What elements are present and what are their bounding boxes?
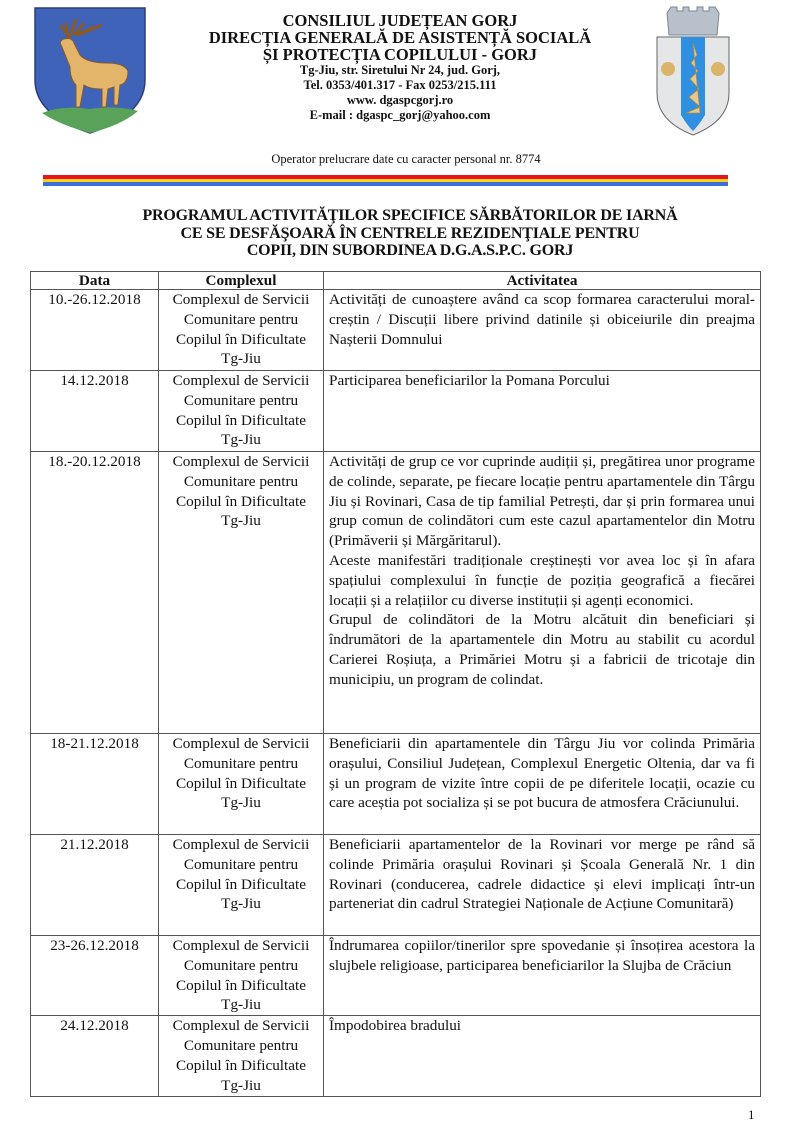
endless-column-coat-of-arms-icon: [653, 5, 733, 137]
cell-activity: [324, 290, 761, 371]
activity-paragraph: Împodobirea bradului: [329, 1017, 462, 1035]
column-header-date: Data: [31, 272, 159, 290]
tricolor-stripe: [43, 175, 728, 186]
table-row: [31, 452, 761, 734]
activity-paragraph: Îndrumarea copiilor/tinerilor spre spovedanie și însoțirea acestora la slujbele religioase, participarea beneficiarilor la Slujba de Crăciun: [329, 937, 755, 974]
cell-date: 24.12.2018: [31, 1016, 159, 1097]
deer-coat-of-arms-icon: [32, 5, 148, 135]
title-line2: CE SE DESFĂŞOARĂ ÎN CENTRELE REZIDENŢIALE PENTRU: [180, 224, 640, 242]
table-row: [31, 936, 761, 1016]
activity-paragraph: Beneficiarii din apartamentele din Târgu Jiu vor colinda Primăria orașului, Consiliul Județean, Complexul Energetic Oltenia, dar va fi și un program de vizite între copii de pe diferitele locații, ocazie cu care aceștia pot socializa și se pot bucura de atmosfera Crăciunului.: [329, 735, 755, 812]
activity-paragraph: Beneficiarii apartamentelor de la Rovinari vor merge pe rând să colinde Primăria orașului Rovinari și Școala Generală Nr. 1 din Rovinari (conducerea, cadrele didactice și elevi implicați într-un parteneriat din cadrul Strategiei Naționale de Acțiune Comunitară): [329, 836, 755, 913]
title-line3: COPII, DIN SUBORDINEA D.G.A.S.P.C. GORJ: [246, 242, 574, 259]
page-number: 1: [748, 1107, 755, 1122]
cell-complex: Complexul de Servicii Comunitare pentru Copilul în Dificultate Tg-Jiu: [159, 835, 324, 936]
table-row: [31, 835, 761, 936]
table-row: [31, 734, 761, 835]
activities-table: [30, 271, 761, 1097]
cell-date: 14.12.2018: [31, 371, 159, 452]
cell-activity: [324, 452, 761, 734]
cell-date: 21.12.2018: [31, 835, 159, 936]
cell-date: 18.-20.12.2018: [31, 452, 159, 734]
email: E-mail : dgaspc_gorj@yahoo.com: [309, 108, 491, 122]
table-header-row: [31, 272, 761, 290]
cell-complex: Complexul de Servicii Comunitare pentru Copilul în Dificultate Tg-Jiu: [159, 1016, 324, 1097]
cell-activity: [324, 835, 761, 936]
org-name-line1: CONSILIUL JUDEȚEAN GORJ: [282, 11, 518, 30]
table-row: [31, 290, 761, 371]
letterhead: [150, 12, 650, 123]
column-header-complex: Complexul: [159, 272, 324, 290]
cell-complex: Complexul de Servicii Comunitare pentru Copilul în Dificultate Tg-Jiu: [159, 734, 324, 835]
activity-paragraph: Participarea beneficiarilor la Pomana Porcului: [329, 372, 610, 389]
cell-date: 18-21.12.2018: [31, 734, 159, 835]
cell-date: 10.-26.12.2018: [31, 290, 159, 371]
org-name-line3: ȘI PROTECȚIA COPILULUI - GORJ: [262, 45, 538, 64]
cell-activity: [324, 371, 761, 452]
activity-paragraph: Grupul de colindători de la Motru alcătuit din beneficiari și îndrumători de la apartamentele din Motru au stabilit cu acordul Carierei Roșiuța, a Primăriei Motru și a fabricii de tricotaje din municipiu, un program de colindat.: [329, 611, 755, 688]
cell-activity: [324, 936, 761, 1016]
cell-complex: Complexul de Servicii Comunitare pentru Copilul în Dificultate Tg-Jiu: [159, 936, 324, 1016]
activity-paragraph: Activități de grup ce vor cuprinde audiții și, pregătirea unor programe de colinde, separate, pe fiecare locație pentru apartamentele din Târgu Jiu și Rovinari, Casa de tip familial Petrești, dar și prin formarea unui grup comun de colindători cum este cazul apartamentelor din Motru (Primăverii și Mărgăritarul).: [329, 453, 755, 550]
website: www. dgaspcgorj.ro: [346, 93, 454, 107]
org-name-line2: DIRECȚIA GENERALĂ DE ASISTENȚĂ SOCIALĂ: [208, 28, 592, 47]
column-header-activity: Activitatea: [324, 272, 761, 290]
cell-date: 23-26.12.2018: [31, 936, 159, 1016]
table-row: [31, 1016, 761, 1097]
cell-complex: Complexul de Servicii Comunitare pentru Copilul în Dificultate Tg-Jiu: [159, 290, 324, 371]
stripe-blue: [43, 182, 728, 186]
activity-paragraph: Activități de cunoaștere având ca scop formarea caracterului moral- creștin / Discuții libere privind datinile și obiceiurile din preajma Nașterii Domnului: [329, 291, 755, 348]
cell-activity: [324, 1016, 761, 1097]
cell-activity: [324, 734, 761, 835]
phone-fax: Tel. 0353/401.317 - Fax 0253/215.111: [303, 78, 497, 92]
address: Tg-Jiu, str. Siretului Nr 24, jud. Gorj,: [299, 63, 501, 77]
cell-complex: Complexul de Servicii Comunitare pentru Copilul în Dificultate Tg-Jiu: [159, 452, 324, 734]
operator-notice: Operator prelucrare date cu caracter personal nr. 8774: [271, 152, 541, 166]
activity-paragraph: Aceste manifestări tradiționale creștinești vor avea loc și în afara spațiului complexului în funcție de poziția geografică a fiecărei locații și a relațiilor cu diverse instituții și agenți economici.: [329, 551, 755, 609]
document-title: [40, 207, 780, 260]
title-line1: PROGRAMUL ACTIVITĂŢILOR SPECIFICE SĂRBĂTORILOR DE IARNĂ: [142, 207, 678, 224]
cell-complex: Complexul de Servicii Comunitare pentru Copilul în Dificultate Tg-Jiu: [159, 371, 324, 452]
table-row: [31, 371, 761, 452]
